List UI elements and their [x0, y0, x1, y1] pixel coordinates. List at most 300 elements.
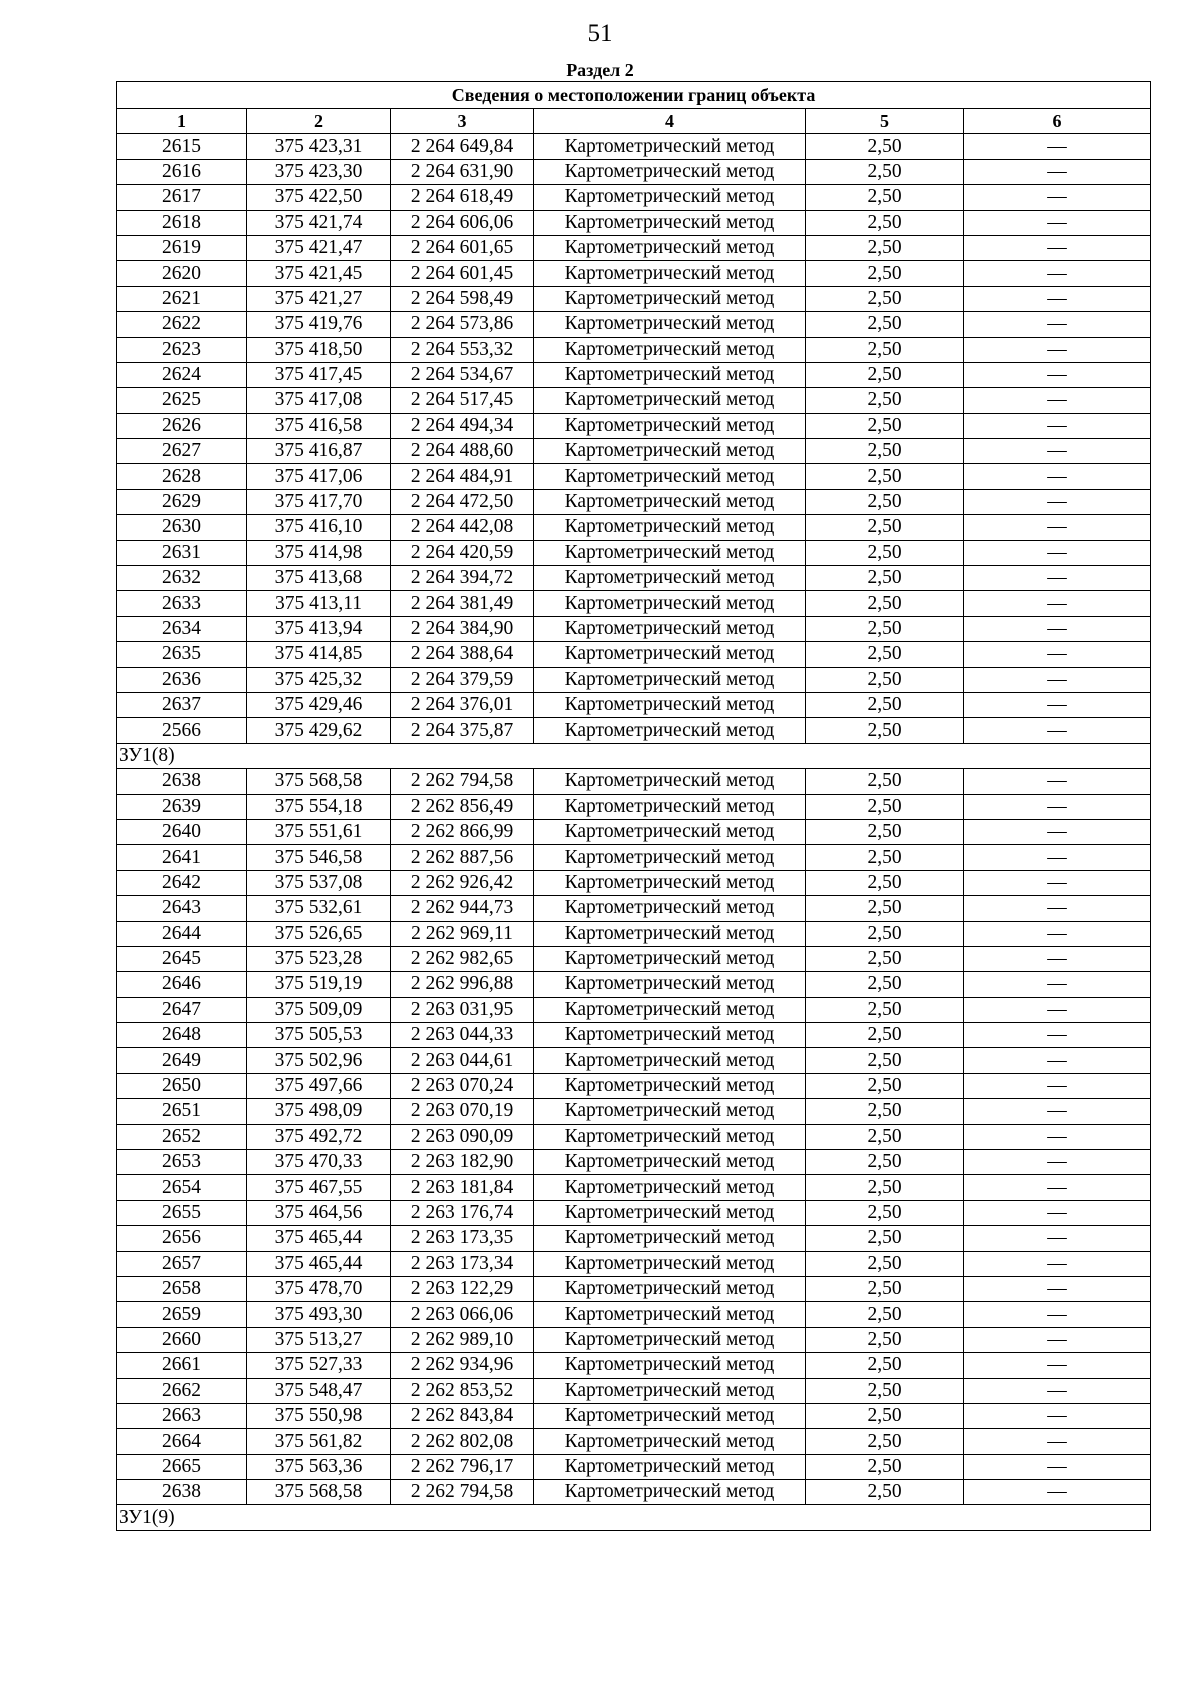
table-cell-col-1: 2650 — [117, 1073, 247, 1098]
table-cell-col-6: — — [964, 1302, 1151, 1327]
table-cell-col-6: — — [964, 1099, 1151, 1124]
table-cell-col-6: — — [964, 616, 1151, 641]
table-cell-col-4: Картометрический метод — [534, 1403, 806, 1428]
column-header-4: 4 — [534, 109, 806, 134]
table-header-row — [117, 109, 1151, 134]
table-row — [117, 159, 1151, 184]
table-cell-col-2: 375 419,76 — [247, 312, 391, 337]
table-row — [117, 1150, 1151, 1175]
table-row — [117, 896, 1151, 921]
table-row — [117, 642, 1151, 667]
table-cell-col-4: Картометрический метод — [534, 1429, 806, 1454]
table-cell-col-6: — — [964, 489, 1151, 514]
table-cell-col-4: Картометрический метод — [534, 388, 806, 413]
table-cell-col-3: 2 262 969,11 — [391, 921, 534, 946]
table-cell-col-2: 375 416,58 — [247, 413, 391, 438]
table-cell-col-6: — — [964, 1327, 1151, 1352]
table-cell-col-6: — — [964, 464, 1151, 489]
table-cell-col-1: 2621 — [117, 286, 247, 311]
table-cell-col-2: 375 519,19 — [247, 972, 391, 997]
table-cell-col-1: 2664 — [117, 1429, 247, 1454]
table-cell-col-1: 2655 — [117, 1200, 247, 1225]
table-cell-col-5: 2,50 — [806, 1226, 964, 1251]
table-cell-col-4: Картометрический метод — [534, 515, 806, 540]
table-cell-col-2: 375 429,62 — [247, 718, 391, 743]
table-cell-col-6: — — [964, 1403, 1151, 1428]
table-cell-col-4: Картометрический метод — [534, 1454, 806, 1479]
table-cell-col-5: 2,50 — [806, 1353, 964, 1378]
table-cell-col-4: Картометрический метод — [534, 692, 806, 717]
table-cell-col-5: 2,50 — [806, 1480, 964, 1505]
table-cell-col-2: 375 550,98 — [247, 1403, 391, 1428]
page-number: 51 — [587, 20, 613, 47]
table-cell-col-2: 375 423,30 — [247, 159, 391, 184]
table-cell-col-6: — — [964, 261, 1151, 286]
column-header-5: 5 — [806, 109, 964, 134]
table-cell-col-1: 2649 — [117, 1048, 247, 1073]
table-cell-col-3: 2 264 394,72 — [391, 566, 534, 591]
table-cell-col-3: 2 263 044,33 — [391, 1023, 534, 1048]
table-cell-col-2: 375 537,08 — [247, 870, 391, 895]
table-cell-col-1: 2630 — [117, 515, 247, 540]
table-cell-col-5: 2,50 — [806, 845, 964, 870]
table-cell-col-5: 2,50 — [806, 1454, 964, 1479]
table-cell-col-5: 2,50 — [806, 261, 964, 286]
table-row — [117, 921, 1151, 946]
table-cell-col-1: 2636 — [117, 667, 247, 692]
table-cell-col-4: Картометрический метод — [534, 1124, 806, 1149]
table-cell-col-5: 2,50 — [806, 210, 964, 235]
table-cell-col-4: Картометрический метод — [534, 464, 806, 489]
table-cell-col-6: — — [964, 1226, 1151, 1251]
table-cell-col-3: 2 262 934,96 — [391, 1353, 534, 1378]
table-cell-col-5: 2,50 — [806, 1327, 964, 1352]
table-row — [117, 1124, 1151, 1149]
table-cell-col-5: 2,50 — [806, 1251, 964, 1276]
table-cell-col-6: — — [964, 692, 1151, 717]
table-cell-col-6: — — [964, 566, 1151, 591]
table-cell-col-6: — — [964, 667, 1151, 692]
table-cell-col-5: 2,50 — [806, 185, 964, 210]
table-cell-col-1: 2616 — [117, 159, 247, 184]
table-cell-col-3: 2 263 182,90 — [391, 1150, 534, 1175]
table-caption-row — [117, 82, 1151, 109]
table-cell-col-2: 375 421,74 — [247, 210, 391, 235]
table-cell-col-3: 2 262 794,58 — [391, 769, 534, 794]
table-cell-col-5: 2,50 — [806, 718, 964, 743]
table-row — [117, 1226, 1151, 1251]
table-cell-col-4: Картометрический метод — [534, 210, 806, 235]
table-cell-col-2: 375 416,87 — [247, 439, 391, 464]
table-cell-col-3: 2 264 573,86 — [391, 312, 534, 337]
table-cell-col-6: — — [964, 439, 1151, 464]
table-cell-col-6: — — [964, 362, 1151, 387]
group-label-row — [117, 1505, 1151, 1530]
table-cell-col-2: 375 422,50 — [247, 185, 391, 210]
table-cell-col-5: 2,50 — [806, 1023, 964, 1048]
table-cell-col-3: 2 264 420,59 — [391, 540, 534, 565]
table-cell-col-5: 2,50 — [806, 566, 964, 591]
table-cell-col-5: 2,50 — [806, 388, 964, 413]
table-cell-col-4: Картометрический метод — [534, 616, 806, 641]
table-row — [117, 1023, 1151, 1048]
table-cell-col-4: Картометрический метод — [534, 1251, 806, 1276]
table-cell-col-2: 375 551,61 — [247, 819, 391, 844]
table-cell-col-1: 2652 — [117, 1124, 247, 1149]
table-cell-col-1: 2623 — [117, 337, 247, 362]
table-cell-col-1: 2659 — [117, 1302, 247, 1327]
table-cell-col-2: 375 505,53 — [247, 1023, 391, 1048]
table-cell-col-3: 2 263 090,09 — [391, 1124, 534, 1149]
table-cell-col-3: 2 262 866,99 — [391, 819, 534, 844]
table-cell-col-3: 2 263 066,06 — [391, 1302, 534, 1327]
table-cell-col-2: 375 561,82 — [247, 1429, 391, 1454]
table-cell-col-2: 375 513,27 — [247, 1327, 391, 1352]
table-cell-col-3: 2 264 384,90 — [391, 616, 534, 641]
table-row — [117, 439, 1151, 464]
table-row — [117, 312, 1151, 337]
table-cell-col-1: 2658 — [117, 1276, 247, 1301]
table-cell-col-6: — — [964, 794, 1151, 819]
table-cell-col-4: Картометрический метод — [534, 1023, 806, 1048]
table-cell-col-2: 375 563,36 — [247, 1454, 391, 1479]
table-cell-col-3: 2 264 375,87 — [391, 718, 534, 743]
table-cell-col-1: 2660 — [117, 1327, 247, 1352]
table-cell-col-1: 2647 — [117, 997, 247, 1022]
table-cell-col-2: 375 470,33 — [247, 1150, 391, 1175]
table-cell-col-5: 2,50 — [806, 692, 964, 717]
table-cell-col-4: Картометрический метод — [534, 642, 806, 667]
table-cell-col-1: 2642 — [117, 870, 247, 895]
table-cell-col-3: 2 263 173,34 — [391, 1251, 534, 1276]
group-label: ЗУ1(8) — [117, 743, 1151, 768]
table-cell-col-4: Картометрический метод — [534, 1480, 806, 1505]
table-row — [117, 1251, 1151, 1276]
table-cell-col-4: Картометрический метод — [534, 134, 806, 159]
table-cell-col-5: 2,50 — [806, 540, 964, 565]
table-cell-col-6: — — [964, 413, 1151, 438]
table-cell-col-2: 375 413,11 — [247, 591, 391, 616]
table-cell-col-2: 375 527,33 — [247, 1353, 391, 1378]
table-cell-col-2: 375 493,30 — [247, 1302, 391, 1327]
table-row — [117, 616, 1151, 641]
table-cell-col-4: Картометрический метод — [534, 1200, 806, 1225]
table-row — [117, 337, 1151, 362]
table-cell-col-4: Картометрический метод — [534, 870, 806, 895]
table-cell-col-2: 375 546,58 — [247, 845, 391, 870]
table-cell-col-4: Картометрический метод — [534, 845, 806, 870]
table-cell-col-5: 2,50 — [806, 413, 964, 438]
table-cell-col-5: 2,50 — [806, 946, 964, 971]
table-cell-col-3: 2 262 853,52 — [391, 1378, 534, 1403]
table-cell-col-2: 375 465,44 — [247, 1251, 391, 1276]
table-row — [117, 1480, 1151, 1505]
table-body — [117, 134, 1151, 1530]
table-cell-col-2: 375 478,70 — [247, 1276, 391, 1301]
table-cell-col-5: 2,50 — [806, 921, 964, 946]
table-cell-col-6: — — [964, 1276, 1151, 1301]
table-cell-col-5: 2,50 — [806, 286, 964, 311]
table-cell-col-1: 2617 — [117, 185, 247, 210]
table-row — [117, 388, 1151, 413]
table-cell-col-5: 2,50 — [806, 1099, 964, 1124]
table-cell-col-6: — — [964, 159, 1151, 184]
table-cell-col-1: 2638 — [117, 769, 247, 794]
table-cell-col-1: 2634 — [117, 616, 247, 641]
table-cell-col-6: — — [964, 845, 1151, 870]
table-cell-col-4: Картометрический метод — [534, 1302, 806, 1327]
table-row — [117, 1175, 1151, 1200]
table-cell-col-2: 375 417,06 — [247, 464, 391, 489]
table-cell-col-3: 2 264 488,60 — [391, 439, 534, 464]
table-cell-col-6: — — [964, 185, 1151, 210]
table-cell-col-6: — — [964, 819, 1151, 844]
table-row — [117, 362, 1151, 387]
table-cell-col-2: 375 417,70 — [247, 489, 391, 514]
table-cell-col-5: 2,50 — [806, 362, 964, 387]
table-cell-col-2: 375 423,31 — [247, 134, 391, 159]
table-row — [117, 1276, 1151, 1301]
table-cell-col-3: 2 262 794,58 — [391, 1480, 534, 1505]
table-cell-col-5: 2,50 — [806, 1403, 964, 1428]
table-cell-col-4: Картометрический метод — [534, 769, 806, 794]
table-row — [117, 235, 1151, 260]
table-caption: Сведения о местоположении границ объекта — [117, 82, 1151, 109]
table-cell-col-4: Картометрический метод — [534, 997, 806, 1022]
column-header-6: 6 — [964, 109, 1151, 134]
table-cell-col-5: 2,50 — [806, 1200, 964, 1225]
table-row — [117, 1378, 1151, 1403]
table-cell-col-3: 2 263 176,74 — [391, 1200, 534, 1225]
table-cell-col-5: 2,50 — [806, 464, 964, 489]
table-row — [117, 819, 1151, 844]
table-cell-col-3: 2 262 887,56 — [391, 845, 534, 870]
table-cell-col-3: 2 264 381,49 — [391, 591, 534, 616]
table-cell-col-6: — — [964, 1251, 1151, 1276]
table-cell-col-3: 2 263 181,84 — [391, 1175, 534, 1200]
table-cell-col-1: 2566 — [117, 718, 247, 743]
table-cell-col-1: 2625 — [117, 388, 247, 413]
table-cell-col-1: 2631 — [117, 540, 247, 565]
table-cell-col-1: 2629 — [117, 489, 247, 514]
table-cell-col-2: 375 421,45 — [247, 261, 391, 286]
table-cell-col-6: — — [964, 1073, 1151, 1098]
table-cell-col-3: 2 262 944,73 — [391, 896, 534, 921]
table-cell-col-6: — — [964, 235, 1151, 260]
table-cell-col-2: 375 526,65 — [247, 921, 391, 946]
table-cell-col-4: Картометрический метод — [534, 1226, 806, 1251]
table-cell-col-3: 2 264 484,91 — [391, 464, 534, 489]
table-cell-col-2: 375 413,94 — [247, 616, 391, 641]
column-header-2: 2 — [247, 109, 391, 134]
table-cell-col-2: 375 464,56 — [247, 1200, 391, 1225]
table-row — [117, 1429, 1151, 1454]
table-row — [117, 972, 1151, 997]
table-cell-col-4: Картометрический метод — [534, 921, 806, 946]
table-cell-col-3: 2 263 122,29 — [391, 1276, 534, 1301]
table-cell-col-2: 375 414,98 — [247, 540, 391, 565]
table-cell-col-3: 2 262 989,10 — [391, 1327, 534, 1352]
table-cell-col-5: 2,50 — [806, 337, 964, 362]
table-cell-col-5: 2,50 — [806, 870, 964, 895]
table-cell-col-6: — — [964, 1353, 1151, 1378]
table-cell-col-1: 2627 — [117, 439, 247, 464]
table-cell-col-1: 2622 — [117, 312, 247, 337]
table-cell-col-5: 2,50 — [806, 489, 964, 514]
table-cell-col-6: — — [964, 312, 1151, 337]
table-cell-col-6: — — [964, 210, 1151, 235]
table-cell-col-3: 2 262 926,42 — [391, 870, 534, 895]
table-cell-col-5: 2,50 — [806, 972, 964, 997]
table-row — [117, 489, 1151, 514]
table-cell-col-4: Картометрический метод — [534, 261, 806, 286]
table-cell-col-2: 375 417,45 — [247, 362, 391, 387]
table-row — [117, 1403, 1151, 1428]
table-cell-col-6: — — [964, 540, 1151, 565]
group-label: ЗУ1(9) — [117, 1505, 1151, 1530]
table-cell-col-1: 2633 — [117, 591, 247, 616]
section-title: Раздел 2 — [566, 60, 634, 80]
table-cell-col-5: 2,50 — [806, 134, 964, 159]
table-cell-col-4: Картометрический метод — [534, 1276, 806, 1301]
table-cell-col-3: 2 264 517,45 — [391, 388, 534, 413]
table-row — [117, 1302, 1151, 1327]
table-cell-col-4: Картометрический метод — [534, 718, 806, 743]
table-cell-col-2: 375 418,50 — [247, 337, 391, 362]
table-cell-col-1: 2663 — [117, 1403, 247, 1428]
table-cell-col-1: 2656 — [117, 1226, 247, 1251]
table-cell-col-3: 2 264 601,45 — [391, 261, 534, 286]
table-row — [117, 185, 1151, 210]
table-cell-col-1: 2651 — [117, 1099, 247, 1124]
table-cell-col-4: Картометрический метод — [534, 1150, 806, 1175]
table-cell-col-4: Картометрический метод — [534, 1048, 806, 1073]
table-cell-col-4: Картометрический метод — [534, 896, 806, 921]
table-row — [117, 794, 1151, 819]
table-cell-col-1: 2639 — [117, 794, 247, 819]
table-cell-col-1: 2615 — [117, 134, 247, 159]
table-cell-col-5: 2,50 — [806, 591, 964, 616]
table-cell-col-3: 2 264 553,32 — [391, 337, 534, 362]
table-cell-col-4: Картометрический метод — [534, 819, 806, 844]
table-row — [117, 1099, 1151, 1124]
table-row — [117, 946, 1151, 971]
table-cell-col-1: 2665 — [117, 1454, 247, 1479]
table-cell-col-1: 2637 — [117, 692, 247, 717]
table-row — [117, 769, 1151, 794]
table-cell-col-2: 375 416,10 — [247, 515, 391, 540]
table-cell-col-6: — — [964, 1150, 1151, 1175]
table-cell-col-6: — — [964, 718, 1151, 743]
table-cell-col-2: 375 568,58 — [247, 1480, 391, 1505]
table-cell-col-6: — — [964, 769, 1151, 794]
table-cell-col-1: 2648 — [117, 1023, 247, 1048]
table-row — [117, 1073, 1151, 1098]
table-cell-col-3: 2 262 996,88 — [391, 972, 534, 997]
table-cell-col-2: 375 425,32 — [247, 667, 391, 692]
table-cell-col-5: 2,50 — [806, 642, 964, 667]
table-row — [117, 667, 1151, 692]
table-cell-col-1: 2643 — [117, 896, 247, 921]
table-cell-col-6: — — [964, 591, 1151, 616]
table-cell-col-2: 375 429,46 — [247, 692, 391, 717]
table-cell-col-4: Картометрический метод — [534, 667, 806, 692]
table-cell-col-1: 2626 — [117, 413, 247, 438]
table-cell-col-4: Картометрический метод — [534, 159, 806, 184]
table-row — [117, 1048, 1151, 1073]
table-cell-col-4: Картометрический метод — [534, 794, 806, 819]
table-row — [117, 413, 1151, 438]
table-cell-col-3: 2 264 376,01 — [391, 692, 534, 717]
table-cell-col-3: 2 262 796,17 — [391, 1454, 534, 1479]
table-row — [117, 997, 1151, 1022]
table-cell-col-1: 2644 — [117, 921, 247, 946]
table-cell-col-3: 2 262 856,49 — [391, 794, 534, 819]
table-cell-col-1: 2632 — [117, 566, 247, 591]
table-cell-col-3: 2 264 631,90 — [391, 159, 534, 184]
table-row — [117, 870, 1151, 895]
table-cell-col-3: 2 262 982,65 — [391, 946, 534, 971]
table-cell-col-6: — — [964, 1023, 1151, 1048]
table-cell-col-5: 2,50 — [806, 1429, 964, 1454]
table-cell-col-6: — — [964, 1048, 1151, 1073]
table-cell-col-6: — — [964, 1200, 1151, 1225]
table-cell-col-4: Картометрический метод — [534, 591, 806, 616]
table-cell-col-2: 375 492,72 — [247, 1124, 391, 1149]
table-cell-col-2: 375 568,58 — [247, 769, 391, 794]
table-cell-col-6: — — [964, 1175, 1151, 1200]
table-cell-col-1: 2624 — [117, 362, 247, 387]
table-cell-col-4: Картометрический метод — [534, 946, 806, 971]
table-cell-col-6: — — [964, 1378, 1151, 1403]
table-cell-col-5: 2,50 — [806, 439, 964, 464]
table-cell-col-3: 2 263 070,19 — [391, 1099, 534, 1124]
table-row — [117, 515, 1151, 540]
table-cell-col-6: — — [964, 1124, 1151, 1149]
table-cell-col-3: 2 264 534,67 — [391, 362, 534, 387]
table-cell-col-5: 2,50 — [806, 235, 964, 260]
table-cell-col-5: 2,50 — [806, 1276, 964, 1301]
table-cell-col-1: 2640 — [117, 819, 247, 844]
table-cell-col-6: — — [964, 337, 1151, 362]
table-cell-col-1: 2619 — [117, 235, 247, 260]
table-row — [117, 134, 1151, 159]
table-cell-col-4: Картометрический метод — [534, 185, 806, 210]
table-cell-col-4: Картометрический метод — [534, 337, 806, 362]
table-cell-col-1: 2645 — [117, 946, 247, 971]
table-cell-col-6: — — [964, 946, 1151, 971]
table-cell-col-2: 375 523,28 — [247, 946, 391, 971]
table-cell-col-1: 2661 — [117, 1353, 247, 1378]
table-cell-col-2: 375 548,47 — [247, 1378, 391, 1403]
table-cell-col-3: 2 264 472,50 — [391, 489, 534, 514]
table-cell-col-5: 2,50 — [806, 1378, 964, 1403]
table-cell-col-6: — — [964, 388, 1151, 413]
table-cell-col-2: 375 421,27 — [247, 286, 391, 311]
table-cell-col-1: 2657 — [117, 1251, 247, 1276]
table-cell-col-3: 2 264 649,84 — [391, 134, 534, 159]
table-cell-col-2: 375 414,85 — [247, 642, 391, 667]
table-cell-col-6: — — [964, 997, 1151, 1022]
table-cell-col-3: 2 263 031,95 — [391, 997, 534, 1022]
table-cell-col-3: 2 264 598,49 — [391, 286, 534, 311]
table-row — [117, 1353, 1151, 1378]
table-cell-col-3: 2 262 843,84 — [391, 1403, 534, 1428]
table-cell-col-4: Картометрический метод — [534, 1099, 806, 1124]
table-cell-col-5: 2,50 — [806, 515, 964, 540]
table-cell-col-3: 2 263 044,61 — [391, 1048, 534, 1073]
table-cell-col-6: — — [964, 1429, 1151, 1454]
